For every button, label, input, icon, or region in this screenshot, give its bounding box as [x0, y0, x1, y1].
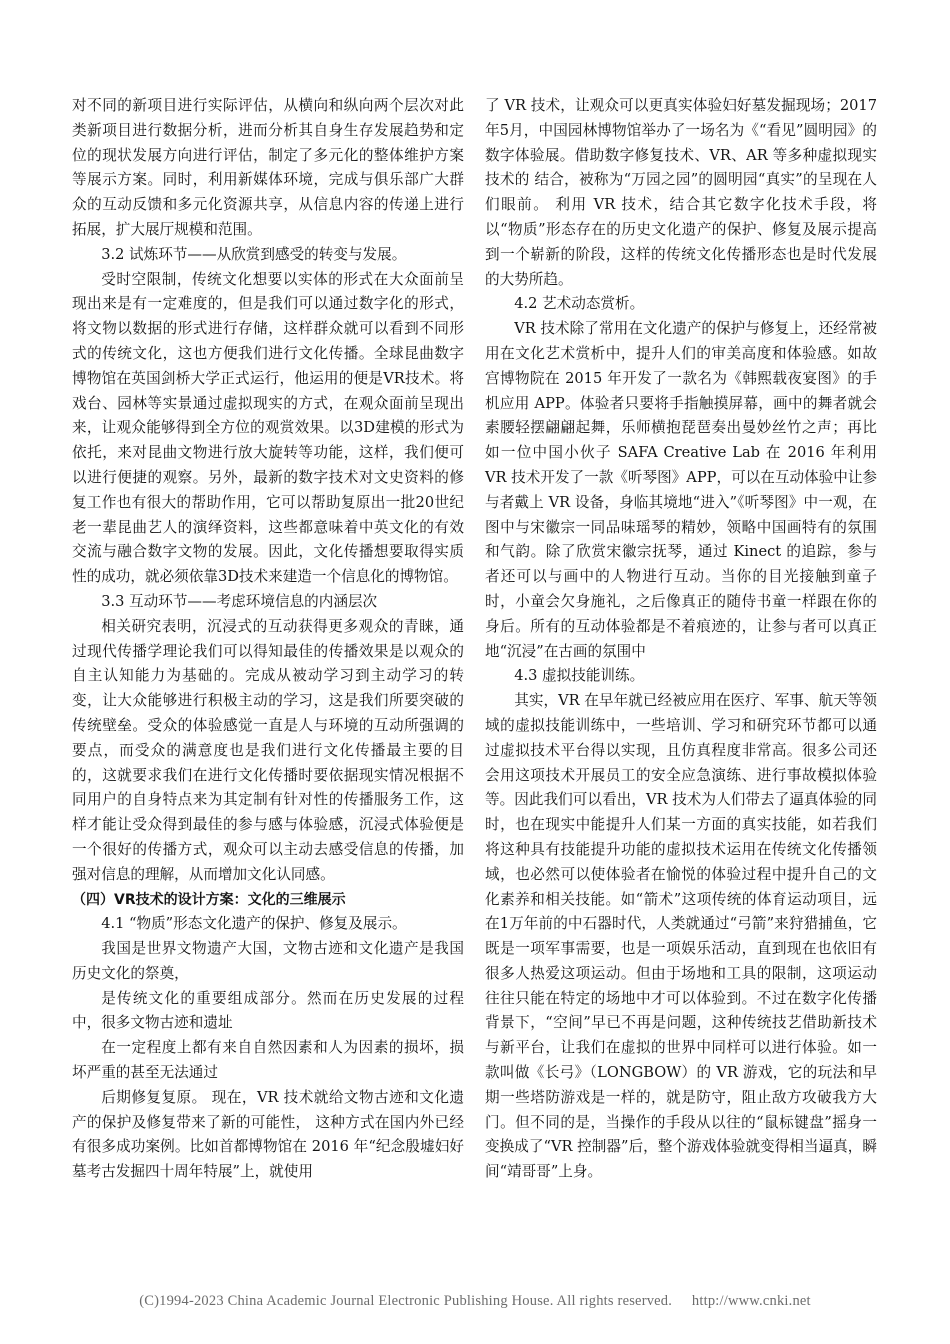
paragraph: 我国是世界文物遗产大国，文物古迹和文化遗产是我国历史文化的祭奠，: [72, 940, 464, 982]
section-heading-4: （四）VR技术的设计方案：文化的三维展示: [72, 891, 346, 908]
copyright-footer: [0, 1293, 950, 1310]
left-column: [72, 94, 464, 1185]
subsection-heading-4-1: 4.1 “物质”形态文化遗产的保护、修复及展示。: [101, 915, 407, 933]
cnki-url: http://www.cnki.net: [691, 1293, 811, 1309]
subsection-heading-4-3: 4.3 虚拟技能训练。: [514, 667, 645, 685]
paragraph: 是传统文化的重要组成部分。然而在历史发展的过程中，很多文物古迹和遗址: [72, 989, 464, 1032]
paragraph: 其实，VR 在早年就已经被应用在医疗、军事、航天等领域的虚拟技能训练中，一些培训、学习和研究环节都可以通过虚拟技术平台得以实现，且仿真程度非常高。很多公司还会用这项技术开展员工的安全应急演练、进行事故模拟体验等。因此我们可以看出，VR 技术为人们带去了逼真体验的同时，也在现实中能提升人们某一方面的真实技能，如若我们将这种具有技能提升功能的虚拟技术运用在传统文化传播领域，也必然可以使体验者在愉悦的体验过程中提升自己的文化素养和相关技能。如“箭术”这项传统的体育运动项目，远在1万年前的中石器时代，人类就通过“弓箭”来狩猎捕鱼，它既是一项军事需要，也是一项娱乐活动，直到现在也依旧有很多人热爱这项运动。但由于场地和工具的限制，这项运动往往只能在特定的场地中才可以体验到。不过在数字化传播背景下，“空间”早已不再是问题，这种传统技艺借助新技术与新平台，让我们在虚拟的世界中同样可以进行体验。如一款叫做《长弓》（LONGBOW）的 VR 游戏，它的玩法和早期一些塔防游戏是一样的，就是防守，阻止敌方攻破我方大门。但不同的是，当操作的手段从以往的“鼠标键盘”摇身一变换成了“VR 控制器”后，整个游戏体验就变得相当逼真，瞬间“靖哥哥”上身。: [485, 692, 877, 1181]
copyright-text: (C)1994-2023 China Academic Journal Electronic Publishing House. All rights reserved.: [139, 1293, 673, 1309]
paragraph: 相关研究表明，沉浸式的互动获得更多观众的青睐，通过现代传播学理论我们可以得知最佳的传播效果是以观众的自主认知能力为基础的。完成从被动学习到主动学习的转变，让大众能够进行积极主动的学习，这是我们所要突破的传统壁垒。受众的体验感觉一直是人与环境的互动所强调的要点，而受众的满意度也是我们进行文化传播最主要的目的，这就要求我们在进行文化传播时要依据现实情况根据不同用户的自身特点来为其定制有针对性的传播服务工作，这样才能让受众得到最佳的参与感与体验感，沉浸式体验便是一个很好的传播方式，观众可以主动去感受信息的传播，加强对信息的理解，从而增加文化认同感。: [72, 617, 464, 883]
subsection-heading-4-2: 4.2 艺术动态赏析。: [514, 295, 645, 313]
paragraph: 对不同的新项目进行实际评估，从横向和纵向两个层次对此类新项目进行数据分析，进而分析其自身生存发展趋势和定位的现状发展方向进行评估，制定了多元化的整体维护方案等展示方案。同时，利用新媒体环境，完成与俱乐部广大群众的互动反馈和多元化资源共享，从信息内容的传递上进行拓展，扩大展厅规模和范围。: [72, 97, 464, 238]
subsection-heading-3-2: 3.2 试炼环节——从欣赏到感受的转变与发展。: [101, 245, 407, 263]
paragraph: VR 技术除了常用在文化遗产的保护与修复上，还经常被用在文化艺术赏析中，提升人们的审美高度和体验感。如故宫博物院在 2015 年开发了一款名为《韩熙载夜宴图》的手机应用 APP。体验者只要将手指触摸屏幕，画中的舞者就会素腰轻摆翩翩起舞，乐师横抱琵琶奏出曼妙丝竹之声；再比如一位中国小伙子 SAFA Creative Lab 在 2016 年利用 VR 技术开发了一款《听琴图》APP，可以在互动体验中让参与者戴上 VR 设备，身临其境地“进入”《听琴图》中一观，在图中与宋徽宗一同品味瑶琴的精妙，领略中国画特有的氛围和气韵。除了欣赏宋徽宗抚琴，通过 Kinect 的追踪，参与者还可以与画中的人物进行互动。当你的目光接触到童子时，小童会欠身施礼，之后像真正的随侍书童一样跟在你的身后。所有的互动体验都是不着痕迹的，让参与者可以真正地“沉浸”在古画的氛围中: [485, 320, 878, 660]
paragraph: 后期修复复原。 现在，VR 技术就给文物古迹和文化遗产的保护及修复带来了新的可能性， 这种方式在国内外已经有很多成功案例。比如首都博物馆在 2016 年“纪念殷墟妇好墓考古发掘四十周年特展”上，就使用: [72, 1088, 464, 1181]
subsection-heading-3-3: 3.3 互动环节——考虑环境信息的内涵层次: [101, 592, 378, 610]
paragraph: 在一定程度上都有来自自然因素和人为因素的损坏，损坏严重的甚至无法通过: [72, 1039, 464, 1082]
paragraph: 了 VR 技术，让观众可以更真实体验妇好墓发掘现场；2017年5月，中国园林博物馆举办了一场名为《“看见”圆明园》的数字体验展。借助数字修复技术、VR、AR 等多种虚拟现实技术的 结合，被称为“万园之园”的圆明园“真实”的呈现在人们眼前。 利用 VR 技术，结合其它数字化技术手段，将以“物质”形态存在的历史文化遗产的保护、修复及展示提高到一个崭新的阶段，这样的传统文化传播形态也是时代发展的大势所趋。: [485, 97, 877, 288]
paragraph: 受时空限制，传统文化想要以实体的形式在大众面前呈现出来是有一定难度的，但是我们可以通过数字化的形式，将文物以数据的形式进行存储，这样群众就可以看到不同形式的传统文化，这也方便我们进行文化传播。全球昆曲数字博物馆在英国剑桥大学正式运行，他运用的便是VR技术。将戏台、园林等实景通过虚拟现实的方式，在观众面前呈现出来，让观众能够得到全方位的观赏效果。以3D建模的形式为依托，来对昆曲文物进行放大旋转等功能，这样，我们便可以进行便捷的观察。另外，最新的数字技术对文史资料的修复工作也有很大的帮助作用，它可以帮助复原出一批20世纪老一辈昆曲艺人的演绎资料，这些都意味着中英文化的有效交流与融合数字文物的发展。因此，文化传播想要取得实质性的成功，就必须依靠3D技术来建造一个信息化的博物馆。: [72, 270, 464, 586]
right-column: [485, 94, 877, 1185]
